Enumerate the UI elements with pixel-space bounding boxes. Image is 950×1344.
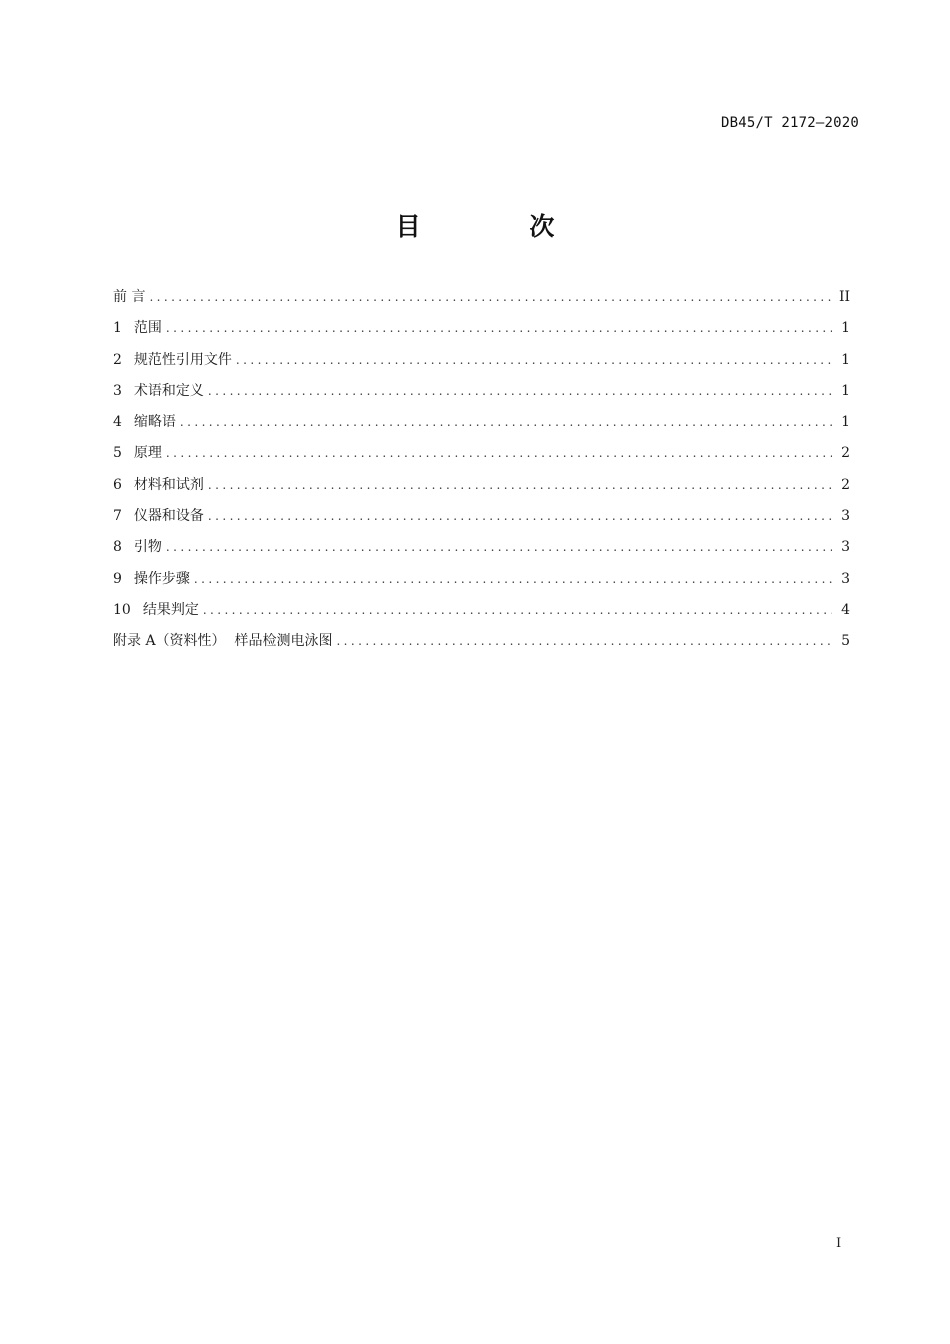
dot-leader <box>194 572 832 586</box>
toc-entry-label: 5 原理 <box>113 445 162 462</box>
document-code: DB45/T 2172—2020 <box>720 115 859 131</box>
toc-entry-page: 1 <box>841 382 850 399</box>
toc-entry-page: 5 <box>841 633 850 650</box>
toc-entry-label: 8 引物 <box>113 539 162 556</box>
dot-leader <box>166 321 832 335</box>
toc-entry-scope[interactable] <box>113 317 850 348</box>
dot-leader <box>208 478 832 492</box>
toc-entry-normative-references[interactable] <box>113 349 850 380</box>
toc-entry-label: 7 仪器和设备 <box>113 508 204 525</box>
toc-entry-number: 10 <box>113 601 131 618</box>
toc-entry-label: 4 缩略语 <box>113 414 176 431</box>
toc-entry-page: 3 <box>841 508 850 525</box>
dot-leader <box>180 415 832 429</box>
toc-entry-label: 附录 A（资料性） 样品检测电泳图 <box>113 633 333 650</box>
toc-entry-label: 2 规范性引用文件 <box>113 351 232 368</box>
toc-entry-number: 2 <box>113 351 122 368</box>
toc-entry-number: 5 <box>113 445 122 462</box>
toc-entry-instruments-equipment[interactable] <box>113 505 850 536</box>
dot-leader <box>336 634 832 648</box>
toc-entry-page: 1 <box>841 351 850 368</box>
dot-leader <box>166 446 832 460</box>
toc-entry-number: 4 <box>113 414 122 431</box>
toc-entry-page: II <box>838 289 850 305</box>
toc-entry-label: 10 结果判定 <box>113 601 199 618</box>
toc-entry-label: 3 术语和定义 <box>113 382 204 399</box>
toc-entry-page: 3 <box>841 539 850 556</box>
toc-entry-label: 1 范围 <box>113 320 162 337</box>
toc-entry-page: 1 <box>841 414 850 431</box>
toc-entry-appendix-a[interactable] <box>113 630 850 661</box>
toc-entry-page: 2 <box>841 445 850 462</box>
toc-entry-label: 6 材料和试剂 <box>113 476 204 493</box>
toc-entry-number: 7 <box>113 508 122 525</box>
toc-entry-page: 1 <box>841 320 850 337</box>
toc-entry-number: 9 <box>113 570 122 587</box>
toc-entry-principle[interactable] <box>113 442 850 473</box>
toc-entry-abbreviations[interactable] <box>113 411 850 442</box>
page-title: 目 次 <box>395 212 605 241</box>
toc-entry-number: 6 <box>113 476 122 493</box>
toc-entry-page: 3 <box>841 570 850 587</box>
toc-entry-page: 2 <box>841 476 850 493</box>
dot-leader <box>166 540 832 554</box>
toc-entry-primers[interactable] <box>113 536 850 567</box>
toc-entry-procedure[interactable] <box>113 568 850 599</box>
dot-leader <box>236 353 832 367</box>
toc-entry-result-judgment[interactable] <box>113 599 850 630</box>
toc-entry-page: 4 <box>841 601 850 618</box>
page-number: I <box>836 1236 842 1251</box>
toc-entry-number: 8 <box>113 539 122 556</box>
dot-leader <box>149 290 832 304</box>
toc-entry-foreword[interactable] <box>113 286 850 317</box>
table-of-contents <box>113 286 850 662</box>
toc-entry-materials-reagents[interactable] <box>113 474 850 505</box>
toc-entry-label: 前 言 <box>113 289 146 305</box>
dot-leader <box>203 603 832 617</box>
toc-entry-terms-definitions[interactable] <box>113 380 850 411</box>
dot-leader <box>208 509 832 523</box>
toc-entry-label: 9 操作步骤 <box>113 570 190 587</box>
dot-leader <box>208 384 832 398</box>
toc-entry-number: 1 <box>113 320 122 337</box>
toc-entry-number: 3 <box>113 382 122 399</box>
